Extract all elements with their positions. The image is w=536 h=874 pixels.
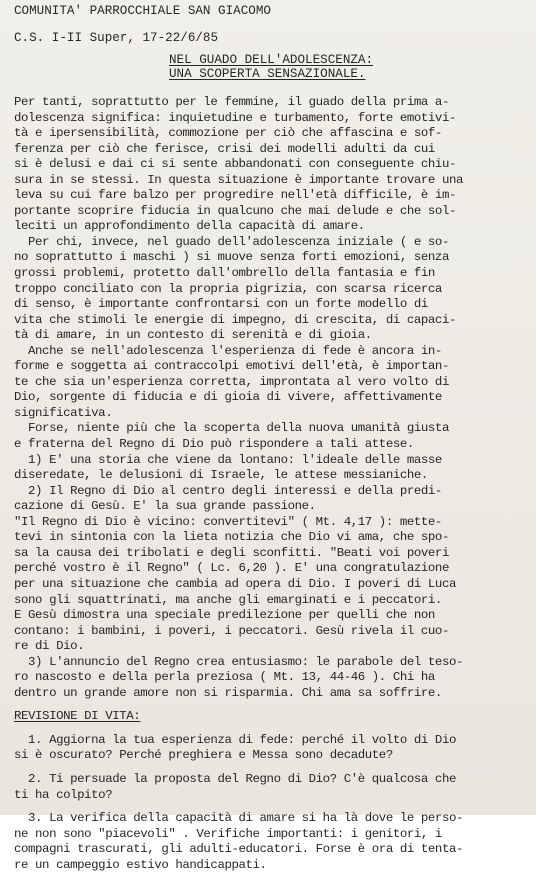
text-line: "Il Regno di Dio è vicino: convertitevi" ( Mt. 4,17 ): mette- bbox=[14, 514, 442, 529]
course-info: C.S. I-II Super, 17-22/6/85 bbox=[14, 31, 219, 45]
text-line: 3) L'annuncio del Regno crea entusiasmo: le parabole del teso- bbox=[14, 654, 463, 669]
question-item bbox=[14, 811, 526, 873]
paragraph bbox=[14, 453, 526, 484]
text-line: 2) Il Regno di Dio al centro degli interessi e della predi- bbox=[14, 483, 442, 498]
text-line: di senso, è importante confrontarsi con un forte modello di bbox=[14, 297, 428, 312]
text-line: no soprattutto i maschi ) si muove senza forti emozioni, senza bbox=[14, 250, 449, 265]
text-line: dolescenza significa: inquietudine e turbamento, forte emotivi- bbox=[14, 110, 456, 125]
text-line: Per tanti, soprattutto per le femmine, il guado della prima a- bbox=[14, 95, 449, 109]
text-line: sura in se stessi. In questa situazione è importante trovare una bbox=[14, 172, 463, 187]
text-line: Per chi, invece, nel guado dell'adolescenza iniziale ( e so- bbox=[14, 234, 449, 249]
text-line: tà e ipersensibilità, commozione per ciò che affascina e sof- bbox=[14, 126, 442, 141]
text-line: tà di amare, in un contesto di serenità e di gioia. bbox=[14, 328, 372, 343]
text-line: re un campeggio estivo handicappati. bbox=[14, 858, 267, 873]
text-line: 2. Ti persuade la proposta del Regno di Dio? C'è qualcosa che bbox=[14, 772, 456, 787]
text-line: leciti un approfondimento della capacità di amare. bbox=[14, 219, 365, 234]
question-item bbox=[14, 772, 526, 803]
text-line: vita che stimoli le energie di impegno, di crescita, di capaci- bbox=[14, 312, 456, 327]
paragraph bbox=[14, 95, 526, 235]
text-line: dentro un grande amore non si risparmia. Chi ama sa soffrire. bbox=[14, 685, 442, 700]
text-line: tevi in sintonia con la lieta notizia che Dio vi ama, che spo- bbox=[14, 530, 449, 545]
parish-name: COMUNITA' PARROCCHIALE SAN GIACOMO bbox=[14, 4, 271, 18]
paragraph bbox=[14, 421, 526, 452]
text-line: sa la causa dei tribolati e degli sconfitti. "Beati voi poveri bbox=[14, 545, 449, 560]
paragraph bbox=[14, 235, 526, 344]
text-line: significativa. bbox=[14, 405, 113, 420]
text-line: troppo conciliato con la propria pigrizia, con scarsa ricerca bbox=[14, 281, 442, 296]
text-line: portante scoprire fiducia in qualcuno che mai delude e che sol- bbox=[14, 203, 456, 218]
text-line: contano: i bambini, i poveri, i peccatori. Gesù rivela il cuo- bbox=[14, 623, 449, 638]
text-line: 1) E' una storia che viene da lontano: l'ideale delle masse bbox=[14, 452, 442, 467]
text-line: ferenza per ciò che ferisce, crisi dei modelli adulti da cui bbox=[14, 141, 435, 156]
text-line: forme e soggetta ai contraccolpi emotivi dell'età, è importan- bbox=[14, 359, 449, 374]
text-line: cazione di Gesù. E' la sua grande passione. bbox=[14, 499, 316, 514]
text-line: ne non sono "piacevoli" . Verifiche importanti: i genitori, i bbox=[14, 826, 442, 841]
text-line: sono gli squattrinati, ma anche gli emarginati e i peccatori. bbox=[14, 592, 442, 607]
text-line: si è delusi e dai ci si sente abbandonati con conseguente chiu- bbox=[14, 157, 456, 172]
text-line: Dio, sorgente di fiducia e di gioia di vivere, affettivamente bbox=[14, 390, 442, 405]
review-heading: REVISIONE DI VITA: bbox=[14, 709, 141, 724]
document-title-line-1: NEL GUADO DELL'ADOLESCENZA: bbox=[169, 53, 374, 67]
text-line: Anche se nell'adolescenza l'esperienza di fede è ancora in- bbox=[14, 343, 442, 358]
document-body bbox=[14, 95, 526, 874]
paragraph bbox=[14, 655, 526, 702]
paragraph bbox=[14, 484, 526, 655]
question-item bbox=[14, 733, 526, 764]
document-title-line-2: UNA SCOPERTA SENSAZIONALE. bbox=[169, 67, 366, 81]
text-line: ro nascosto e della perla preziosa ( Mt. 13, 44-46 ). Chi ha bbox=[14, 670, 435, 685]
text-line: per una situazione che cambia ad opera di Dio. I poveri di Luca bbox=[14, 576, 456, 591]
text-line: perché vostro è il Regno" ( Lc. 6,20 ). E' una congratulazione bbox=[14, 561, 449, 576]
text-line: leva su cui fare balzo per progredire nell'età difficile, è im- bbox=[14, 188, 456, 203]
text-line: diseredate, le delusioni di Israele, le attese messianiche. bbox=[14, 468, 428, 483]
text-line: te che sia un'esperienza corretta, improntata al vero volto di bbox=[14, 374, 449, 389]
text-line: compagni trascurati, gli adulti-educatori. Forse è ora di tenta- bbox=[14, 842, 463, 857]
text-line: 1. Aggiorna la tua esperienza di fede: perché il volto di Dio bbox=[14, 732, 456, 747]
text-line: re di Dio. bbox=[14, 639, 85, 654]
text-line: si è oscurato? Perché preghiera e Messa sono decadute? bbox=[14, 748, 393, 763]
text-line: 3. La verifica della capacità di amare si ha là dove le perso- bbox=[14, 811, 463, 826]
text-line: e fraterna del Regno di Dio può rispondere a tali attese. bbox=[14, 437, 414, 452]
paragraph bbox=[14, 344, 526, 422]
text-line: grossi problemi, protetto dall'ombrello della fantasia e fin bbox=[14, 266, 435, 281]
text-line: Forse, niente più che la scoperta della nuova umanità giusta bbox=[14, 421, 449, 436]
text-line: E Gesù dimostra una speciale predilezione per quelli che non bbox=[14, 608, 435, 623]
text-line: ti ha colpito? bbox=[14, 787, 113, 802]
